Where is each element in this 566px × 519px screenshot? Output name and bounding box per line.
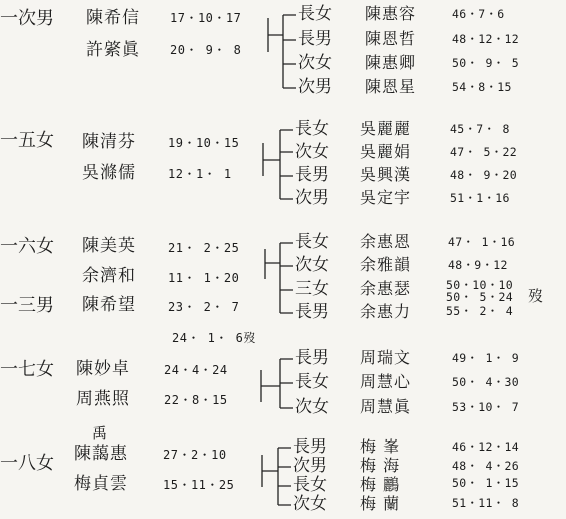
spouse-date: 17・10・17: [170, 11, 242, 25]
death-mark: 歿: [528, 287, 544, 305]
child-relation: 次女: [293, 494, 327, 514]
child-relation: 次男: [293, 456, 327, 476]
family-relation: 一六女: [0, 236, 54, 257]
child-date: 47・ 1・16: [448, 235, 515, 249]
child-date: 49・ 1・ 9: [452, 351, 519, 365]
child-name: 余雅韻: [360, 255, 412, 274]
child-date: 46・12・14: [452, 440, 519, 454]
spouse-date: 19・10・15: [168, 136, 240, 150]
child-date: 50・ 9・ 5: [452, 56, 519, 70]
child-date: 48・ 4・26: [452, 459, 519, 473]
child-relation: 長女: [295, 119, 329, 139]
spouse-date: 15・11・25: [163, 478, 235, 492]
child-relation: 長男: [293, 437, 327, 457]
child-date: 48・9・12: [448, 258, 508, 272]
child-date: 48・ 9・20: [450, 168, 517, 182]
child-name: 吳定宇: [360, 188, 412, 207]
child-name: 吳興漢: [360, 165, 412, 184]
family-relation: 一七女: [0, 359, 54, 380]
child-date: 53・10・ 7: [452, 400, 519, 414]
death-note: 24・ 1・ 6歿: [172, 331, 256, 345]
child-name: 陳惠卿: [365, 53, 417, 72]
spouse-name: 陳清芬: [82, 132, 136, 152]
child-date: 45・7・ 8: [450, 122, 510, 136]
child-relation: 次男: [295, 188, 329, 208]
spouse-date: 23・ 2・ 7: [168, 300, 240, 314]
spouse-name: 陳美英: [82, 236, 136, 256]
spouse-name: 陳希信: [86, 8, 140, 28]
child-name: 梅 海: [360, 456, 401, 475]
child-relation: 長男: [295, 348, 329, 368]
child-relation: 次女: [298, 53, 332, 73]
child-relation: 長女: [293, 475, 327, 495]
child-name: 陳恩星: [365, 77, 417, 96]
child-date: 46・7・6: [452, 7, 505, 21]
child-relation: 長男: [295, 165, 329, 185]
child-date: 47・ 5・22: [450, 145, 517, 159]
child-name: 梅 鸝: [360, 475, 401, 494]
child-relation: 長女: [295, 232, 329, 252]
spouse-name: 周燕照: [76, 389, 130, 409]
child-date: 50・10・10: [446, 278, 513, 292]
name-annotation: 禹: [92, 424, 108, 442]
spouse-name: 吳滌儒: [82, 163, 136, 183]
child-date: 54・8・15: [452, 80, 512, 94]
spouse-name: 陳妙卓: [76, 359, 130, 379]
child-relation: 長女: [295, 372, 329, 392]
family-relation: 一八女: [0, 453, 54, 474]
spouse-name: 陳希望: [82, 295, 136, 315]
spouse-date: 20・ 9・ 8: [170, 43, 242, 57]
child-relation: 長男: [298, 29, 332, 49]
child-name: 吳麗娟: [360, 142, 412, 161]
child-date: 50・ 1・15: [452, 476, 519, 490]
family-relation: 一五女: [0, 130, 54, 151]
child-name: 吳麗麗: [360, 119, 412, 138]
child-name: 周慧心: [360, 372, 412, 391]
child-relation: 次男: [298, 77, 332, 97]
spouse-name: 陳藹惠: [74, 444, 128, 464]
child-name: 周瑞文: [360, 348, 412, 367]
child-name: 余惠瑟: [360, 279, 412, 298]
child-name: 陳恩哲: [365, 29, 417, 48]
child-relation: 長男: [295, 302, 329, 322]
spouse-name: 梅貞雲: [74, 474, 128, 494]
child-name: 梅 峯: [360, 437, 401, 456]
child-date: 48・12・12: [452, 32, 519, 46]
child-name: 周慧眞: [360, 397, 412, 416]
child-name: 余惠力: [360, 302, 412, 321]
child-date: 50・ 4・30: [452, 375, 519, 389]
child-relation: 次女: [295, 397, 329, 417]
child-relation: 長女: [298, 4, 332, 24]
spouse-name: 許綮眞: [86, 40, 140, 60]
child-name: 陳惠容: [365, 4, 417, 23]
child-date: 55・ 2・ 4: [446, 304, 513, 318]
child-relation: 三女: [295, 279, 329, 299]
spouse-date: 12・1・ 1: [168, 167, 232, 181]
spouse-date: 11・ 1・20: [168, 271, 240, 285]
family-relation: 一三男: [0, 295, 54, 316]
child-extra-date: 50・ 5・24: [446, 290, 513, 304]
spouse-date: 21・ 2・25: [168, 241, 240, 255]
spouse-date: 27・2・10: [163, 448, 227, 462]
child-relation: 次女: [295, 142, 329, 162]
spouse-date: 22・8・15: [164, 393, 228, 407]
child-name: 余惠恩: [360, 232, 412, 251]
child-relation: 次女: [295, 255, 329, 275]
child-date: 51・1・16: [450, 191, 510, 205]
child-name: 梅 蘭: [360, 494, 401, 513]
spouse-name: 余濟和: [82, 266, 136, 286]
spouse-date: 24・4・24: [164, 363, 228, 377]
family-relation: 一次男: [0, 8, 54, 29]
child-date: 51・11・ 8: [452, 496, 519, 510]
